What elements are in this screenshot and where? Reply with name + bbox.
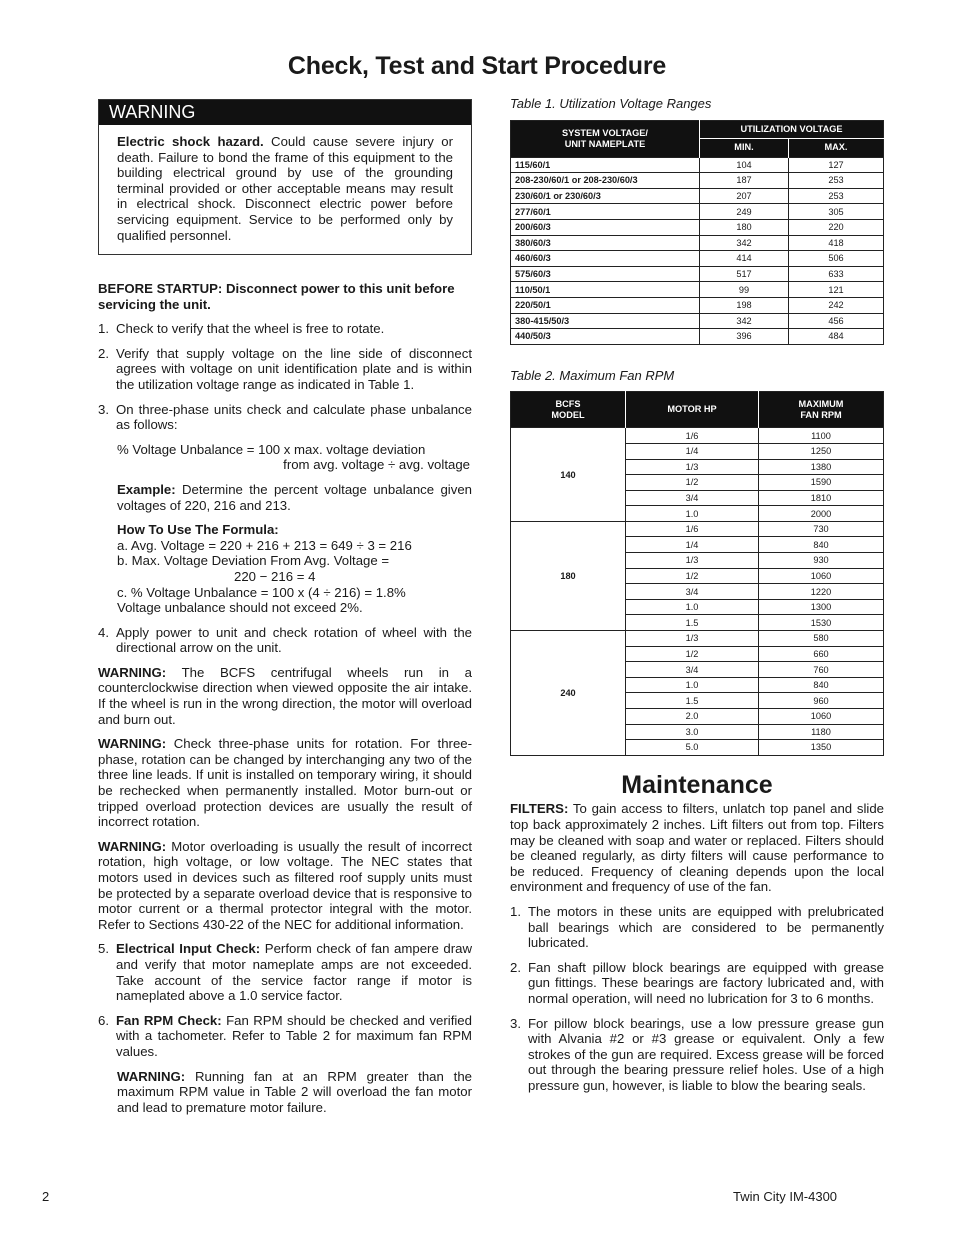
table2-cell-rpm: 1100 xyxy=(759,428,884,444)
page-number: 2 xyxy=(42,1189,50,1204)
table1-cell-max: 484 xyxy=(789,329,884,345)
table2-cell-hp: 3/4 xyxy=(626,662,759,678)
table1-header-max: MAX. xyxy=(789,138,884,157)
right-column xyxy=(510,96,884,1093)
table1-row xyxy=(511,313,884,329)
table2-cell-rpm: 1590 xyxy=(759,475,884,491)
table1-row xyxy=(511,266,884,282)
table2-cell-model: 240 xyxy=(511,631,626,756)
table1-cell-system: 230/60/1 or 230/60/3 xyxy=(511,188,700,204)
table1-cell-system: 277/60/1 xyxy=(511,204,700,220)
table2-cell-rpm: 930 xyxy=(759,553,884,569)
table1-body xyxy=(511,157,884,344)
table2-cell-hp: 1/2 xyxy=(626,646,759,662)
table1-row xyxy=(511,188,884,204)
table2-cell-hp: 1/6 xyxy=(626,521,759,537)
table2-header-hp: MOTOR HP xyxy=(626,392,759,428)
table2-cell-hp: 1.5 xyxy=(626,615,759,631)
table2-cell-rpm: 1380 xyxy=(759,459,884,475)
table2-cell-hp: 1/6 xyxy=(626,428,759,444)
table1-cell-max: 253 xyxy=(789,173,884,189)
table1-cell-min: 198 xyxy=(700,297,789,313)
maintenance-item-1: 1. The motors in these units are equipped with prelubricated ball bearings which are considered to be permanently lubricated. xyxy=(510,903,884,951)
table2-cell-hp: 1/4 xyxy=(626,537,759,553)
step-4: 4. Apply power to unit and check rotation of wheel with the directional arrow on the unit. xyxy=(98,624,472,656)
table2-cell-model: 140 xyxy=(511,428,626,522)
table1-cell-min: 396 xyxy=(700,329,789,345)
warning-body xyxy=(99,125,471,254)
step-3: 3. On three-phase units check and calculate phase unbalance as follows: xyxy=(98,401,472,433)
table1-row xyxy=(511,251,884,267)
table2-cell-rpm: 1060 xyxy=(759,709,884,725)
table1-cell-system: 380-415/50/3 xyxy=(511,313,700,329)
table2-cell-rpm: 960 xyxy=(759,693,884,709)
voltage-table xyxy=(510,120,884,345)
table1-row xyxy=(511,329,884,345)
table1-cell-min: 517 xyxy=(700,266,789,282)
table1-cell-max: 456 xyxy=(789,313,884,329)
table2-cell-hp: 1/3 xyxy=(626,553,759,569)
table2-cell-rpm: 1250 xyxy=(759,443,884,459)
table1-cell-max: 242 xyxy=(789,297,884,313)
table1-row xyxy=(511,297,884,313)
table2-cell-model: 180 xyxy=(511,521,626,630)
table2-cell-hp: 3/4 xyxy=(626,584,759,600)
table1-row xyxy=(511,219,884,235)
table1-cell-max: 220 xyxy=(789,219,884,235)
table1-cell-system: 115/60/1 xyxy=(511,157,700,173)
table2-body xyxy=(511,428,884,755)
table1-cell-system: 200/60/3 xyxy=(511,219,700,235)
before-startup: BEFORE STARTUP: Disconnect power to this unit before servicing the unit. xyxy=(98,281,455,312)
table2-cell-rpm: 840 xyxy=(759,537,884,553)
table2-cell-hp: 1/3 xyxy=(626,631,759,647)
table2-cell-hp: 1.0 xyxy=(626,599,759,615)
warning-text: Could cause severe injury or death. Failure to bond the frame of this equipment to the building electrical ground by use of the grounding terminal provided or other acceptable means may result in electrical shock. Disconnect electric power before servicing equipment. Service to be performed only by qualified personnel. xyxy=(117,134,453,243)
table2-cell-rpm: 1300 xyxy=(759,599,884,615)
table1-cell-system: 440/50/3 xyxy=(511,329,700,345)
table2-header-rpm: MAXIMUM FAN RPM xyxy=(759,392,884,428)
table1-cell-system: 460/60/3 xyxy=(511,251,700,267)
table2-cell-hp: 1.0 xyxy=(626,506,759,522)
table2-cell-hp: 1/2 xyxy=(626,568,759,584)
step-2: 2. Verify that supply voltage on the line side of disconnect agrees with voltage on unit identification plate and is within the utilization voltage range as indicated in Table 1. xyxy=(98,345,472,392)
fan-rpm-table xyxy=(510,391,884,755)
table2-row xyxy=(511,521,884,537)
table2-cell-hp: 1/2 xyxy=(626,475,759,491)
table1-cell-min: 414 xyxy=(700,251,789,267)
page-title: Check, Test and Start Procedure xyxy=(287,52,667,80)
table2-cell-hp: 5.0 xyxy=(626,740,759,756)
table1-cell-min: 187 xyxy=(700,173,789,189)
table1-cell-max: 121 xyxy=(789,282,884,298)
table2-cell-rpm: 1810 xyxy=(759,490,884,506)
table2-cell-rpm: 730 xyxy=(759,521,884,537)
table1-cell-max: 633 xyxy=(789,266,884,282)
table1-row xyxy=(511,204,884,220)
document-id: Twin City IM-4300 xyxy=(733,1189,838,1204)
table1-header-utilization: UTILIZATION VOLTAGE xyxy=(700,120,884,138)
table2-row xyxy=(511,631,884,647)
table1-cell-system: 575/60/3 xyxy=(511,266,700,282)
table2-cell-rpm: 1220 xyxy=(759,584,884,600)
table2-header-model: BCFS MODEL xyxy=(511,392,626,428)
table2-cell-hp: 1/4 xyxy=(626,443,759,459)
maintenance-item-3: 3. For pillow block bearings, use a low pressure grease gun with Alvania #2 or #3 grease or equivalent. Only a few strokes of the gun are required. Excess grease will be forced out through the bearing pressure relief holes. Use of a high pressure gun, however, is liable to blow the bearing seals. xyxy=(510,1015,884,1093)
table1-cell-max: 418 xyxy=(789,235,884,251)
table2-cell-hp: 2.0 xyxy=(626,709,759,725)
table1-cell-min: 207 xyxy=(700,188,789,204)
table2-cell-hp: 1/3 xyxy=(626,459,759,475)
warning-overloading: WARNING: Motor overloading is usually the result of incorrect rotation, high voltage, or low voltage. The NEC states that motors used in devices such as filtered roof supply units must be protected by a separate overload device that is responsive to motor current or a thermal protector integral with the motor. Refer to Sections 430-22 of the NEC for additional information. xyxy=(98,838,472,932)
table2-cell-hp: 1.0 xyxy=(626,677,759,693)
warning-box xyxy=(98,99,472,255)
table2-cell-hp: 3.0 xyxy=(626,724,759,740)
step-5: 5. Electrical Input Check: Perform check of fan ampere draw and verify that motor nameplate amps are not exceeded. Take account of the service factor range if motor is nameplated above a 1.0 service factor. xyxy=(98,941,473,1004)
table1-cell-min: 180 xyxy=(700,219,789,235)
table1-cell-max: 506 xyxy=(789,251,884,267)
filters-paragraph: FILTERS: To gain access to filters, unlatch top panel and slide top back approximately 2 inches. Lift filters out from top. Filters may be cleaned with soap and water or replaced. Filters should be cleaned regularly, as dirty filters will cause performance to be reduced. Frequency of cleaning depends upon the local environment and frequency of use of the fan. xyxy=(510,801,885,895)
table1-cell-min: 342 xyxy=(700,313,789,329)
table1-cell-max: 253 xyxy=(789,188,884,204)
table1-cell-system: 220/50/1 xyxy=(511,297,700,313)
table1-cell-system: 380/60/3 xyxy=(511,235,700,251)
warning-header: WARNING xyxy=(99,100,471,125)
table1-cell-min: 342 xyxy=(700,235,789,251)
table2-cell-rpm: 760 xyxy=(759,662,884,678)
table2-caption: Table 2. Maximum Fan RPM xyxy=(510,367,675,383)
table2-cell-rpm: 1060 xyxy=(759,568,884,584)
table1-cell-max: 127 xyxy=(789,157,884,173)
table1-cell-min: 99 xyxy=(700,282,789,298)
formula: % Voltage Unbalance = 100 x max. voltage deviation from avg. voltage ÷ avg. voltage xyxy=(117,441,470,473)
table1-header-system: SYSTEM VOLTAGE/ UNIT NAMEPLATE xyxy=(511,120,700,157)
warning-rpm: WARNING: Running fan at an RPM greater than the maximum RPM value in Table 2 will overload the fan motor and lead to premature motor failure. xyxy=(117,1068,473,1115)
left-column xyxy=(98,99,472,1115)
maintenance-item-2: 2. Fan shaft pillow block bearings are equipped with grease gun fittings. These bearings are factory lubricated and, with normal operation, will need no lubrication for 3 to 6 months. xyxy=(510,959,884,1006)
table2-cell-rpm: 840 xyxy=(759,677,884,693)
example: Example: Determine the percent voltage unbalance given voltages of 220, 216 and 213. xyxy=(117,481,472,513)
table2-cell-rpm: 580 xyxy=(759,631,884,647)
table2-row xyxy=(511,428,884,444)
step-1: 1. Check to verify that the wheel is free to rotate. xyxy=(98,321,385,337)
table1-row xyxy=(511,157,884,173)
warning-lead: Electric shock hazard. xyxy=(117,134,264,149)
table1-caption: Table 1. Utilization Voltage Ranges xyxy=(510,96,712,111)
table2-cell-rpm: 1350 xyxy=(759,740,884,756)
table1-cell-min: 249 xyxy=(700,204,789,220)
table2-cell-rpm: 1530 xyxy=(759,615,884,631)
table1-row xyxy=(511,282,884,298)
table1-cell-system: 208-230/60/1 or 208-230/60/3 xyxy=(511,173,700,189)
table1-row xyxy=(511,235,884,251)
table1-cell-min: 104 xyxy=(700,157,789,173)
warning-three-phase: WARNING: Check three-phase units for rotation. For three-phase, rotation can be changed by interchanging any two of the three line leads. If unit is installed on temporary wiring, it should be rechecked when permanently installed. Motor burn-out or tripped overload protection devices are usually the result of incorrect rotation. xyxy=(98,736,472,830)
table2-cell-rpm: 1180 xyxy=(759,724,884,740)
table2-cell-rpm: 2000 xyxy=(759,506,884,522)
table2-cell-hp: 1.5 xyxy=(626,693,759,709)
table2-cell-hp: 3/4 xyxy=(626,490,759,506)
table1-cell-max: 305 xyxy=(789,204,884,220)
table1-row xyxy=(511,173,884,189)
maintenance-title: Maintenance xyxy=(621,770,773,799)
table1-header-min: MIN. xyxy=(700,138,789,157)
table2-cell-rpm: 660 xyxy=(759,646,884,662)
table1-cell-system: 110/50/1 xyxy=(511,282,700,298)
step-6: 6. Fan RPM Check: Fan RPM should be checked and verified with a tachometer. Refer to Table 2 for maximum fan RPM values. xyxy=(98,1012,472,1059)
warning-rotation: WARNING: The BCFS centrifugal wheels run in a counterclockwise direction when viewed opposite the air intake. If the wheel is run in the wrong direction, the motor will overload and burn out. xyxy=(98,664,472,727)
howto: How To Use The Formula: a. Avg. Voltage = 220 + 216 + 213 = 649 ÷ 3 = 216 b. Max. Voltage Deviation From Avg. Voltage = 220 − 216 = 4 c. % Voltage Unbalance = 100 x (4 ÷ 216) = 1.8% Voltage unbalance should not exceed 2%. xyxy=(117,522,412,616)
